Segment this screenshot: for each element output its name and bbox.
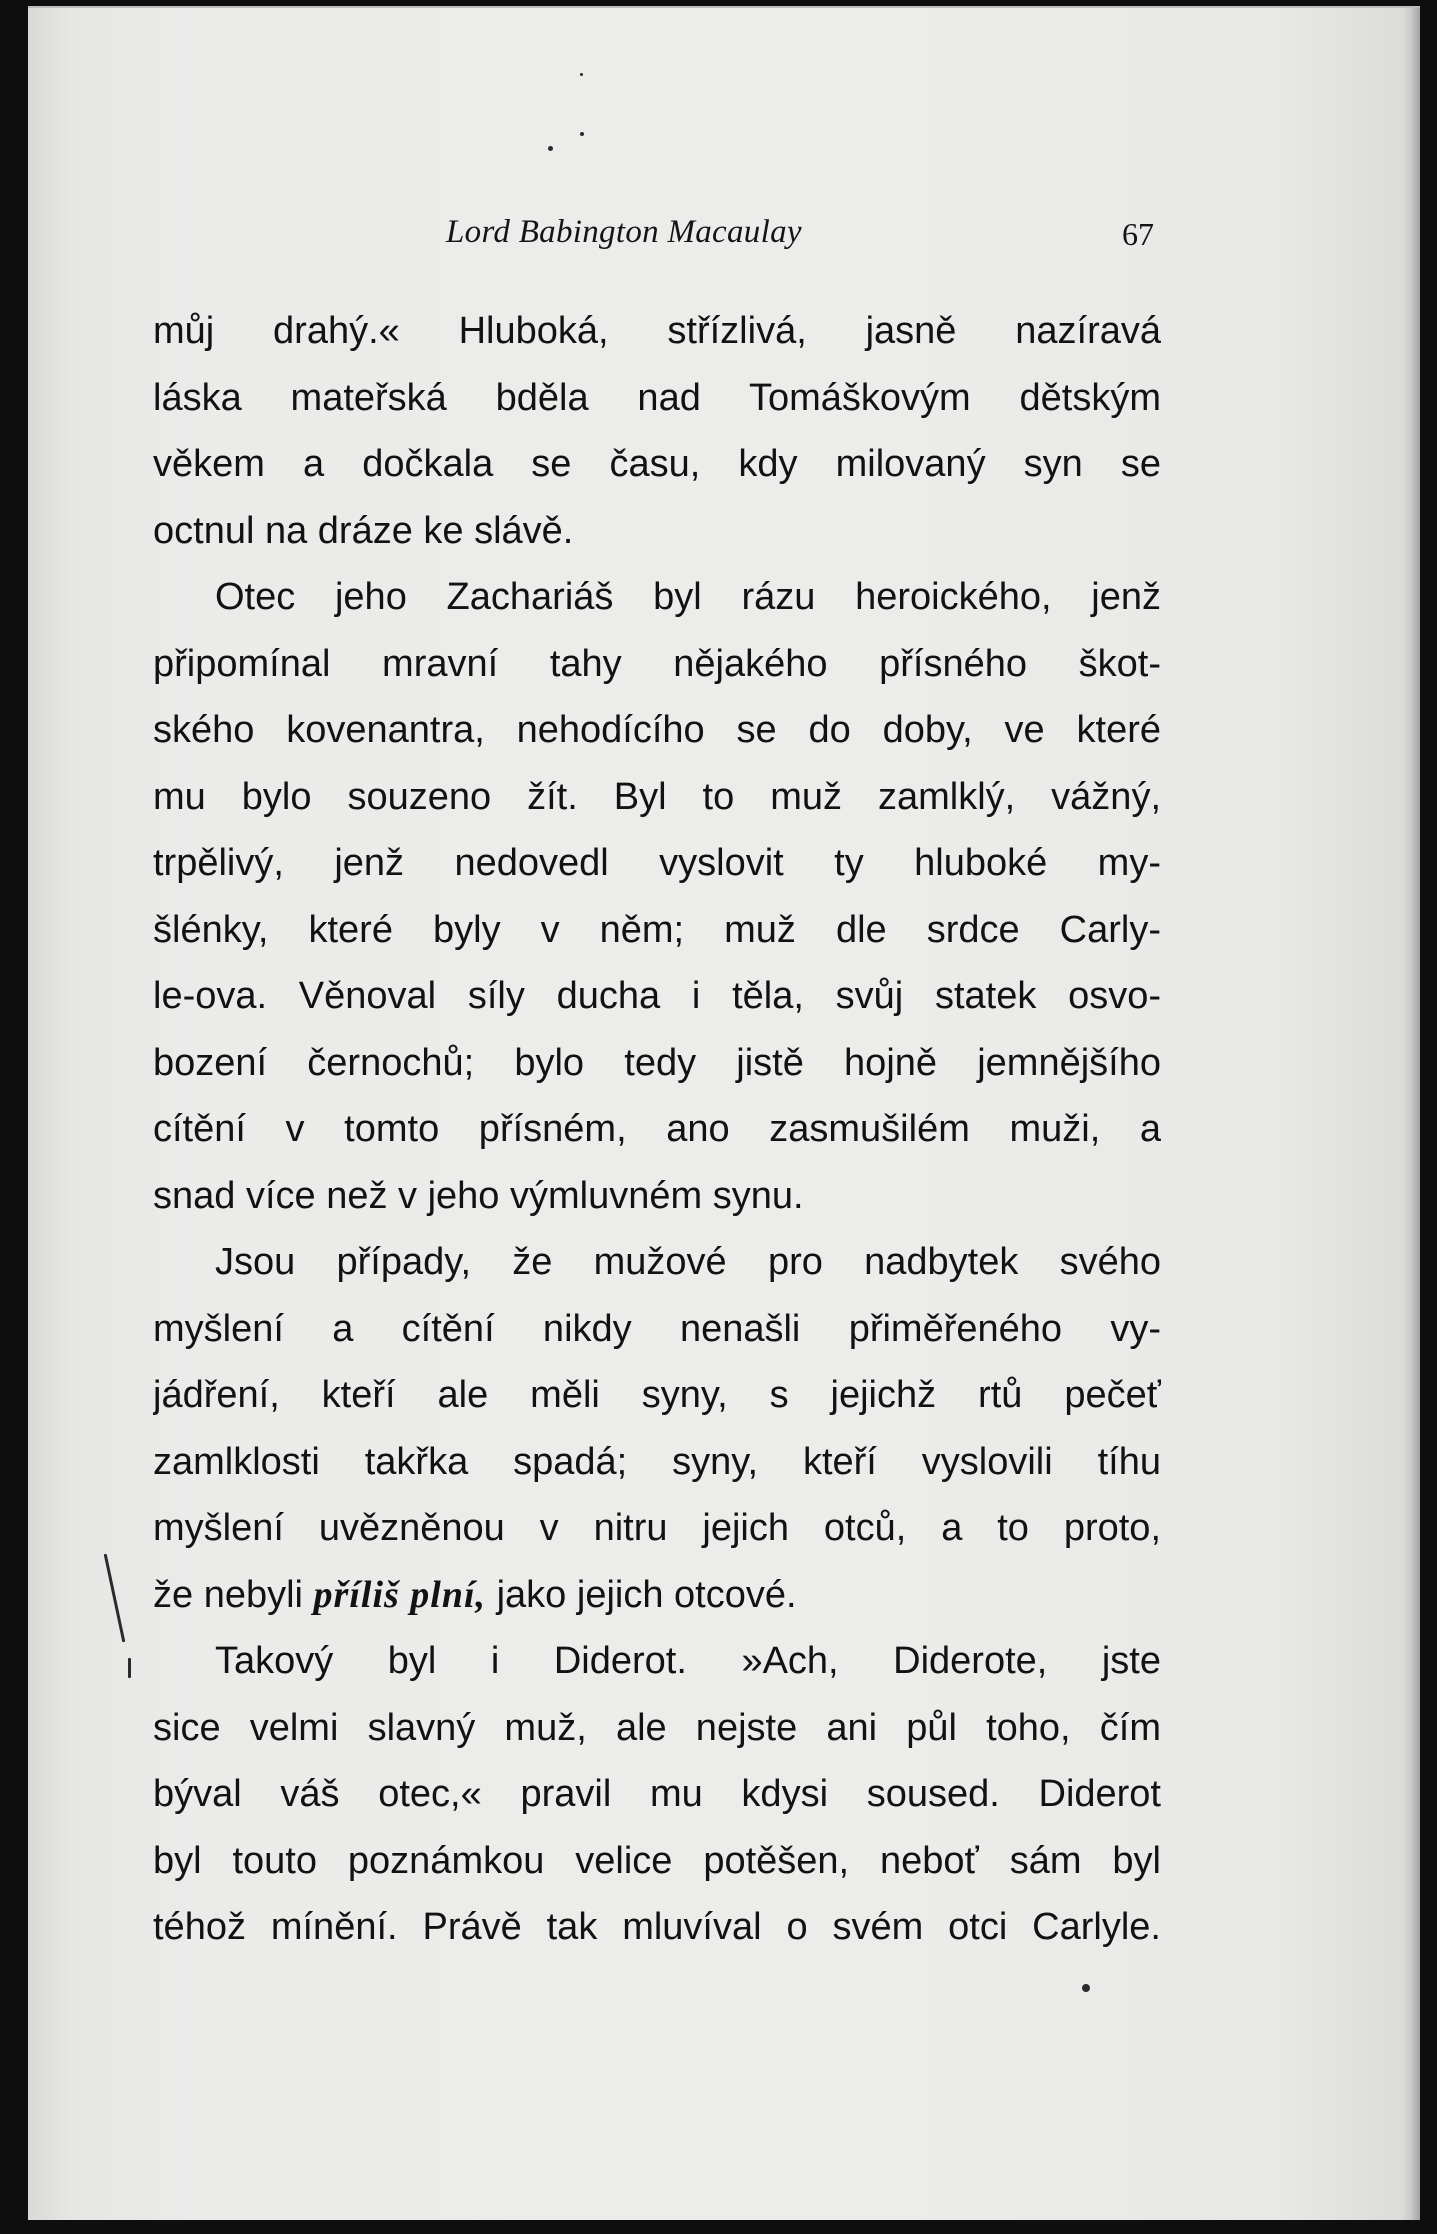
text-line: téhož mínění. Právě tak mluvíval o svém otci Carlyle.	[153, 1906, 1161, 1948]
scan-speck	[548, 146, 553, 151]
text-line: sice velmi slavný muž, ale nejste ani půl toho, čím	[153, 1706, 1161, 1749]
text-line: Otec jeho Zachariáš byl rázu heroického, jenž	[215, 576, 1161, 618]
scan-speck	[580, 73, 583, 76]
running-title: Lord Babington Macaulay	[446, 214, 802, 250]
text-line: jádření, kteří ale měli syny, s jejichž rtů pečeť	[153, 1374, 1161, 1416]
text-line: octnul na dráze ke slávě.	[153, 509, 574, 552]
text-line: můj drahý.« Hluboká, střízlivá, jasně nazíravá	[153, 310, 1161, 352]
text-line: myšlení uvězněnou v nitru jejich otců, a to proto,	[153, 1507, 1161, 1549]
body-text	[153, 298, 1161, 1961]
text-line: ského kovenantra, nehodícího se do doby, ve které	[153, 709, 1161, 751]
text-line: Jsou případy, že mužové pro nadbytek svého	[215, 1241, 1161, 1283]
text-line: myšlení a cítění nikdy nenašli přiměřeného vy-	[153, 1307, 1161, 1350]
text-line: připomínal mravní tahy nějakého přísného škot-	[153, 642, 1161, 685]
running-header	[28, 214, 1420, 264]
scan-speck	[1082, 1984, 1090, 1992]
text-line: snad více než v jeho výmluvném synu.	[153, 1174, 804, 1217]
page-number: 67	[1122, 216, 1154, 252]
page-edge-shadow	[1402, 8, 1420, 2220]
emphasized-text: příliš plní,	[313, 1573, 487, 1616]
text-line: zamlklosti takřka spadá; syny, kteří vyslovili tíhu	[153, 1440, 1161, 1483]
scan-speck	[128, 1658, 131, 1678]
text-line: mu bylo souzeno žít. Byl to muž zamlklý, vážný,	[153, 775, 1161, 818]
text-line-with-emphasis	[153, 1562, 1161, 1629]
scan-speck	[104, 1554, 126, 1643]
text-fragment: že nebyli	[153, 1573, 314, 1616]
text-line: le-ova. Věnoval síly ducha i těla, svůj statek osvo-	[153, 975, 1161, 1017]
text-line: byl touto poznámkou velice potěšen, neboť sám byl	[153, 1839, 1161, 1882]
text-line: bození černochů; bylo tedy jistě hojně jemnějšího	[153, 1041, 1161, 1084]
text-line: šlénky, které byly v něm; muž dle srdce Carly-	[153, 908, 1161, 951]
text-line: býval váš otec,« pravil mu kdysi soused. Diderot	[153, 1773, 1161, 1815]
scan-speck	[580, 132, 584, 136]
text-line: cítění v tomto přísném, ano zasmušilém muži, a	[153, 1108, 1161, 1150]
text-line: láska mateřská bděla nad Tomáškovým dětským	[153, 376, 1161, 419]
text-line: trpělivý, jenž nedovedl vyslovit ty hluboké my-	[153, 842, 1161, 884]
text-fragment: jako jejich otcové.	[486, 1573, 797, 1616]
text-line: věkem a dočkala se času, kdy milovaný syn se	[153, 443, 1161, 485]
text-line: Takový byl i Diderot. »Ach, Diderote, jste	[215, 1640, 1161, 1682]
